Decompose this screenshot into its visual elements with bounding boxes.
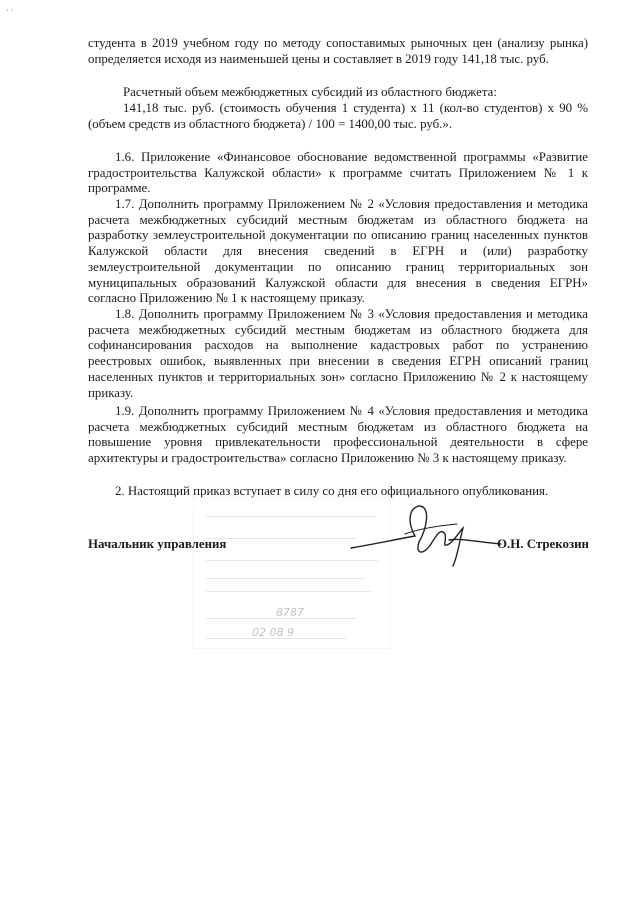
paragraph-1-7: 1.7. Дополнить программу Приложением № 2 «Условия предоставления и методика расчета межбюджетных субсидий местным бюджетам из областного бюджета на разработку землеустроительной документации по описанию границ населенных пунктов Калужской области для внесения сведений в ЕГРН и (или) разработку землеустроительной документации по описанию границ территориальных зон муниципальных образований Калужской области для внесения в сведения ЕГРН» согласно Приложению № 1 к настоящему приказу. — [88, 197, 588, 306]
paragraph-2: 2. Настоящий приказ вступает в силу со дня его официального опубликования. — [115, 484, 549, 498]
stamp-number: 8787 — [276, 606, 304, 619]
signature — [345, 500, 505, 570]
calc-formula: 141,18 тыс. руб. (стоимость обучения 1 студента) х 11 (кол-во студентов) х 90 % (объем средств из областного бюджета) / 100 = 1400,00 тыс. руб.». — [88, 101, 588, 131]
signer-name: О.Н. Стрекозин — [497, 537, 589, 551]
paragraph-1-6: 1.6. Приложение «Финансовое обоснование ведомственной программы «Развитие градостроительства Калужской области» к программе считать Приложением № 1 к программе. — [88, 150, 588, 196]
paragraph-top: студента в 2019 учебном году по методу сопоставимых рыночных цен (анализу рынка) определяется исходя из наименьшей цены и составляет в 2019 году 141,18 тыс. руб. — [88, 36, 588, 66]
paragraph-1-8: 1.8. Дополнить программу Приложением № 3 «Условия предоставления и методика расчета межбюджетных субсидий местным бюджетам из областного бюджета для софинансирования расходов на выполнение кадастровых работ по устранению реестровых ошибок, выявленных при внесении в сведения ЕГРН описаний границ населенных пунктов и территориальных зон» согласно Приложению № 2 к настоящему приказу. — [88, 307, 588, 400]
paragraph-1-9: 1.9. Дополнить программу Приложением № 4 «Условия предоставления и методика расчета межбюджетных субсидий местным бюджетам из областного бюджета на повышение уровня привлекательности профессиональной деятельности в сфере архитектуры и градостроительства» согласно Приложению № 3 к настоящему приказу. — [88, 404, 588, 466]
calc-title: Расчетный объем межбюджетных субсидий из областного бюджета: — [123, 85, 497, 99]
stamp-date: 02 08 9 — [252, 626, 294, 639]
corner-marks: · · — [6, 6, 14, 15]
signer-position: Начальник управления — [88, 537, 227, 551]
